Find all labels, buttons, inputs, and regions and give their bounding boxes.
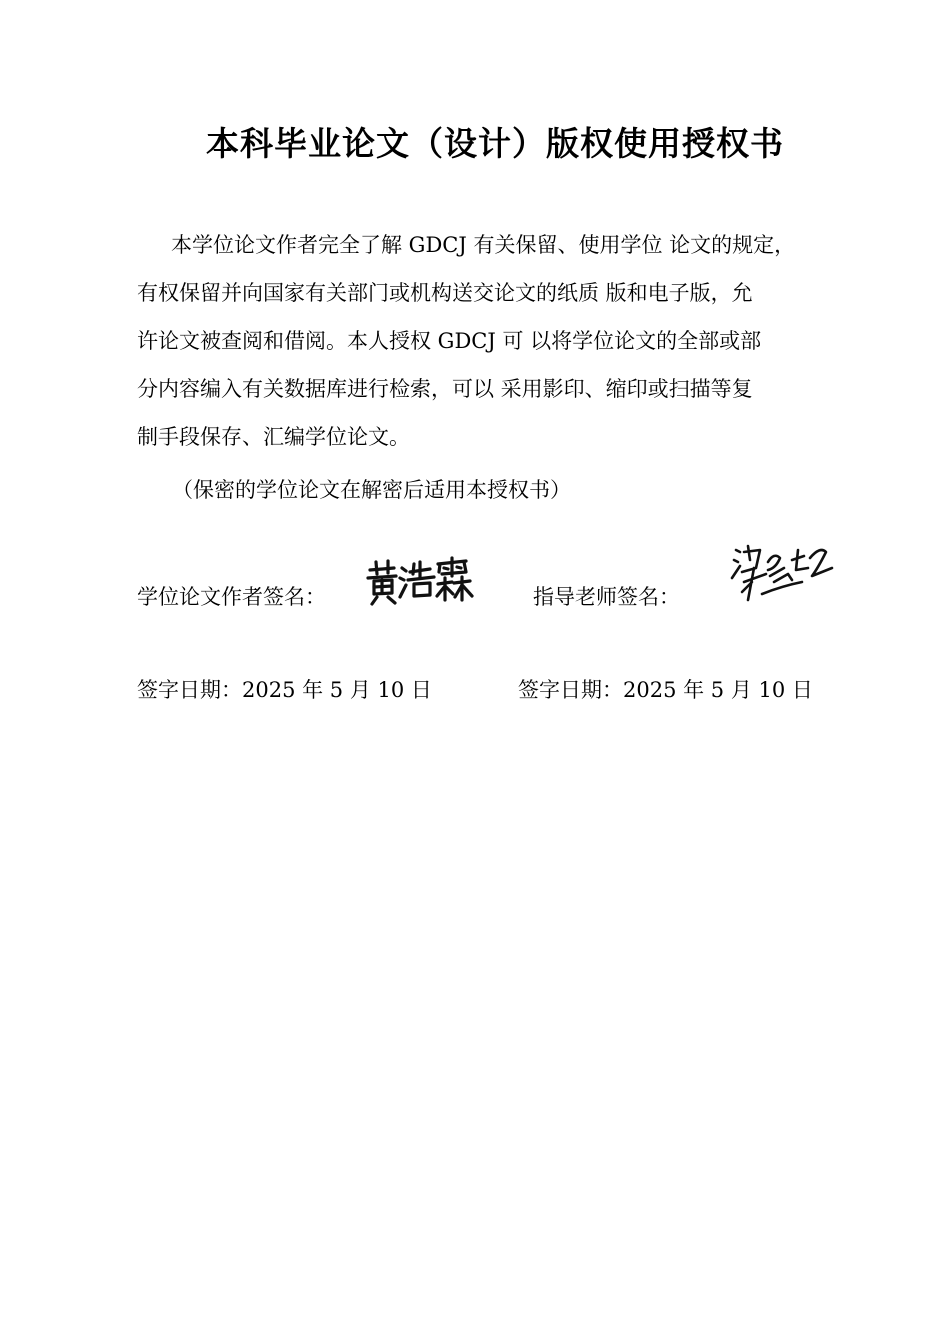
paragraph-line: 有权保留并向国家有关部门或机构送交论文的纸质 版和电子版，允	[137, 281, 753, 305]
paragraph-line: 分内容编入有关数据库进行检索，可以 采用影印、缩印或扫描等复	[137, 377, 753, 401]
advisor-signature-label: 指导老师签名：	[533, 585, 680, 609]
confidential-note: （保密的学位论文在解密后适用本授权书）	[172, 478, 571, 502]
authorization-paragraph	[137, 221, 857, 461]
paragraph-line: 制手段保存、汇编学位论文。	[137, 425, 410, 449]
document-title: 本科毕业论文（设计）版权使用授权书	[206, 124, 784, 163]
author-signing-date: 签字日期：2025 年 5 月 10 日	[137, 678, 432, 702]
paragraph-line: 许论文被查阅和借阅。本人授权 GDCJ 可 以将学位论文的全部或部	[137, 329, 762, 353]
paragraph-line: 本学位论文作者完全了解 GDCJ 有关保留、使用学位 论文的规定，	[171, 233, 796, 257]
author-signature-label: 学位论文作者签名：	[137, 585, 326, 609]
advisor-signing-date: 签字日期：2025 年 5 月 10 日	[518, 678, 813, 702]
author-handwritten-signature	[362, 552, 474, 608]
advisor-handwritten-signature	[722, 538, 840, 608]
